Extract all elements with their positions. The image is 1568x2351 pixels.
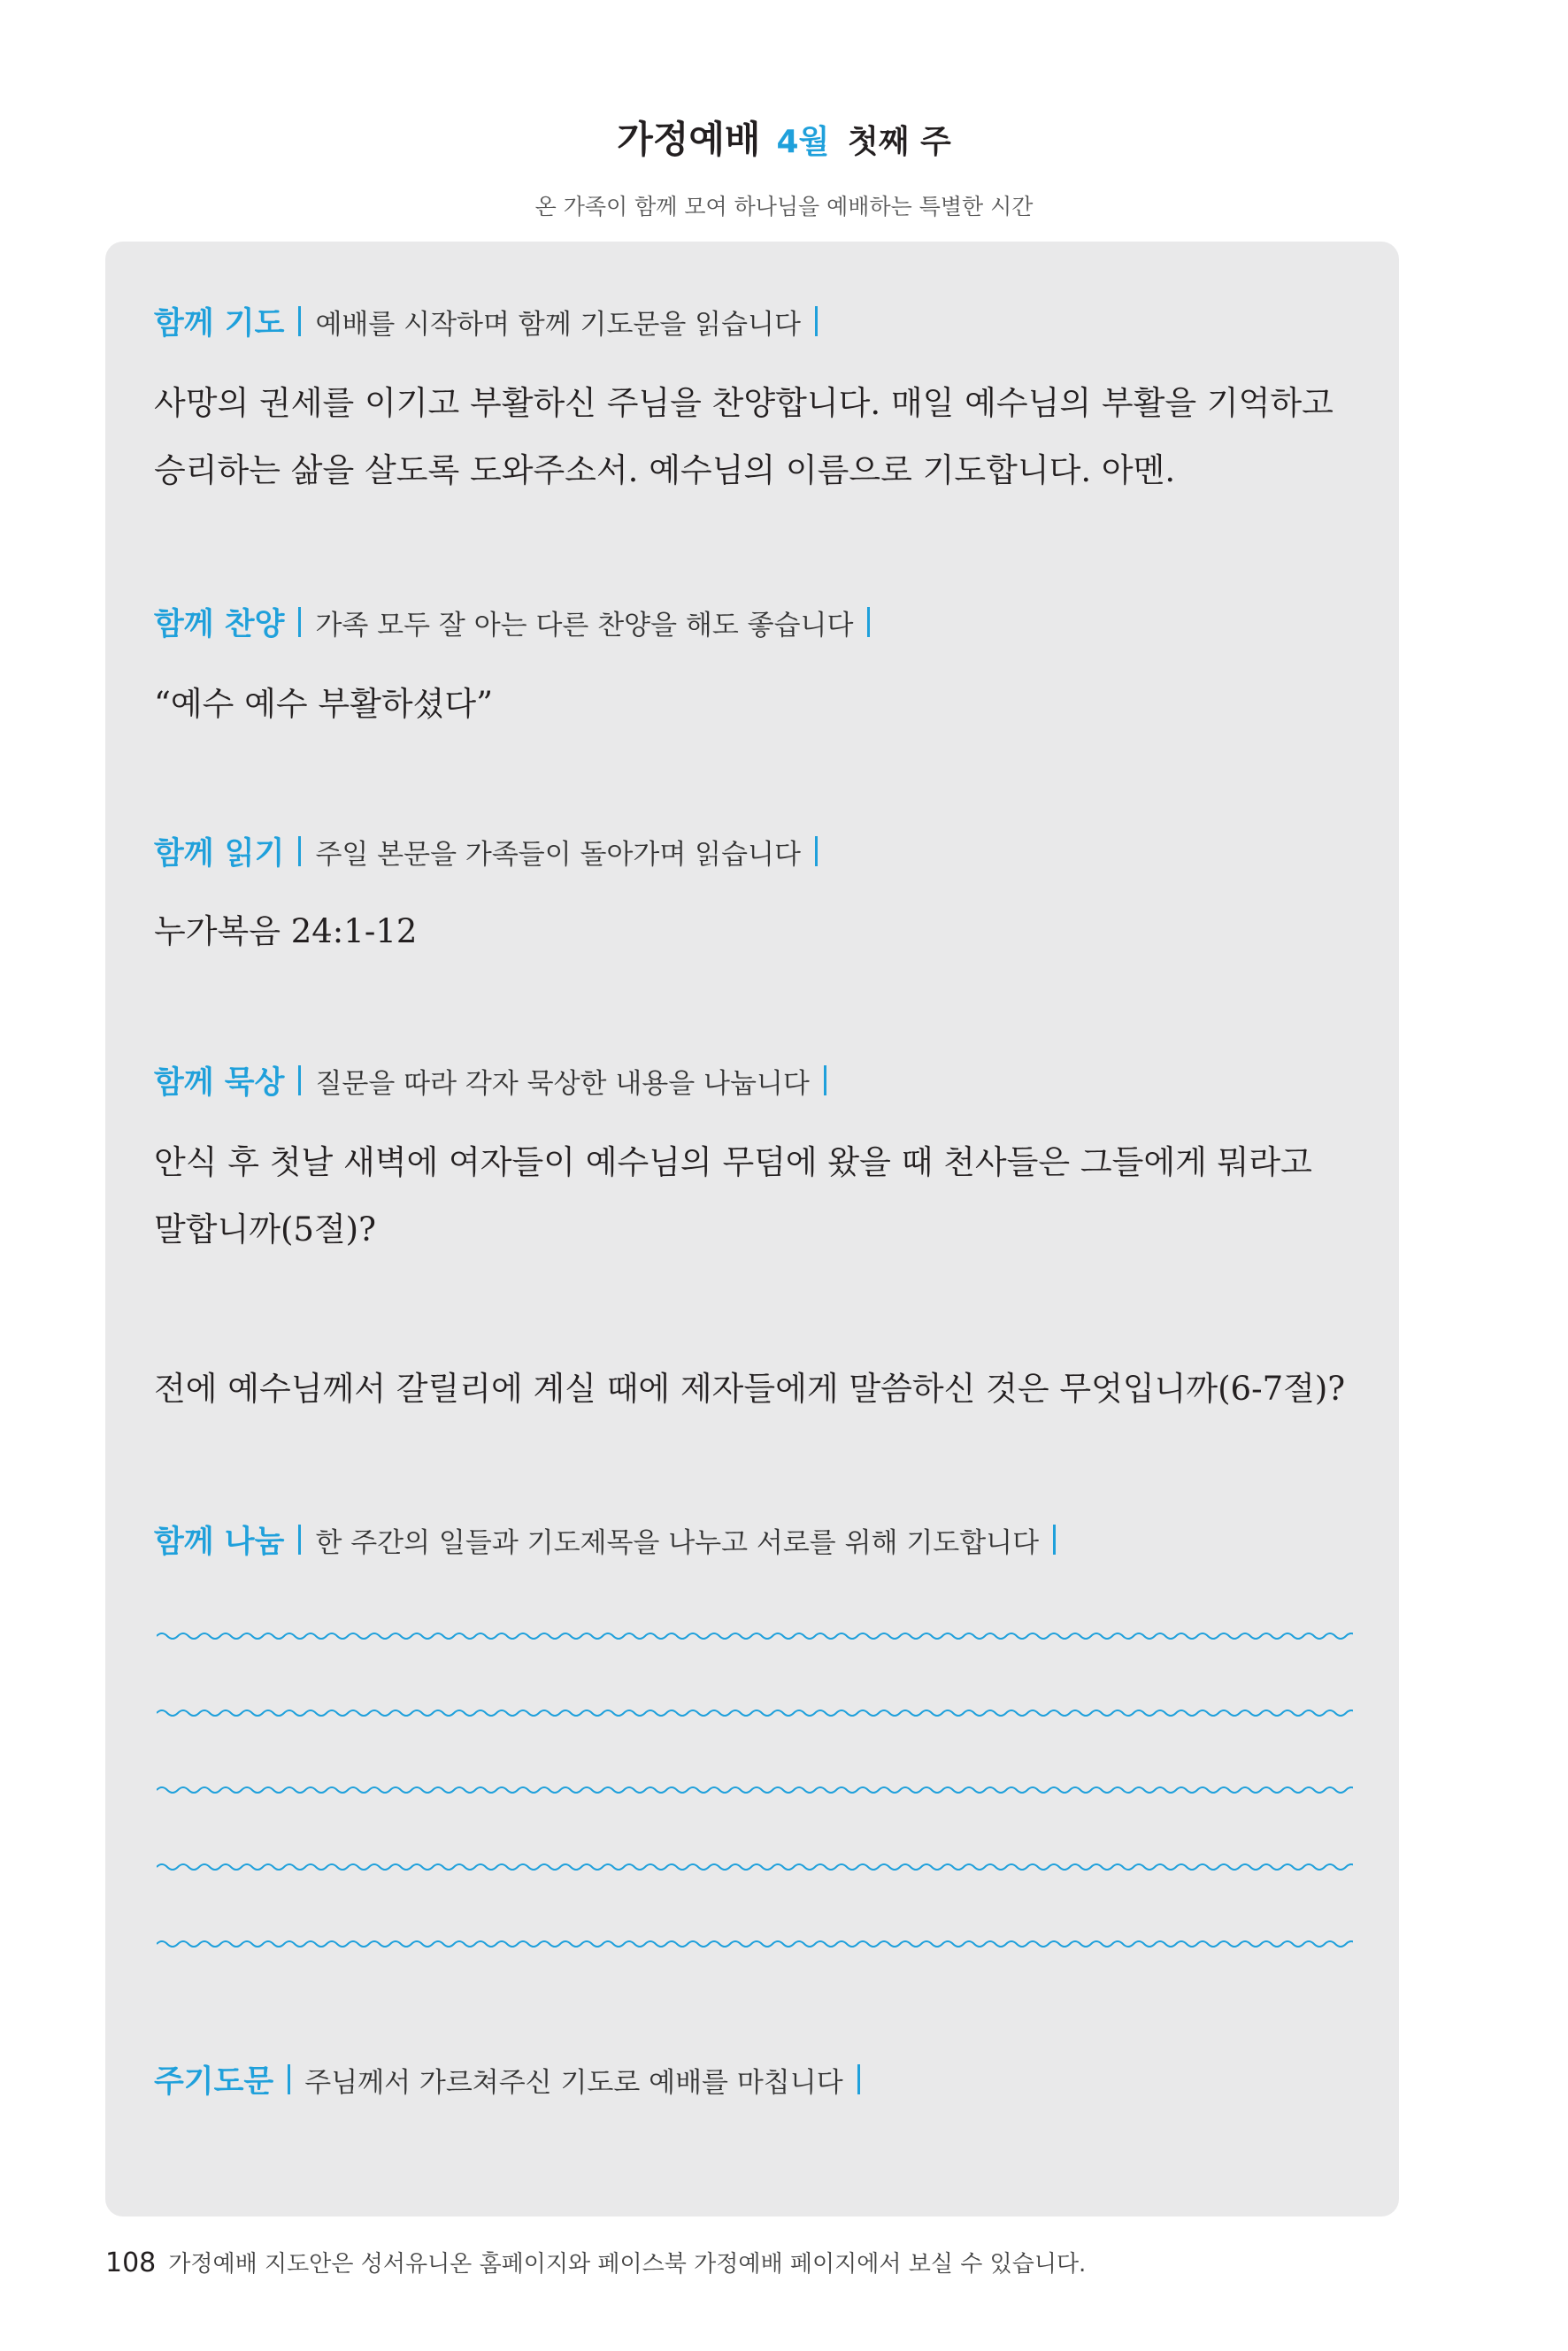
- title-month: 4월: [776, 124, 830, 160]
- worship-guide-panel: [105, 242, 1399, 2217]
- divider-bar: [288, 2064, 290, 2094]
- section-prayer-label: 함께 기도: [154, 306, 285, 342]
- section-prayer-heading: [154, 299, 832, 343]
- section-lords-prayer-label: 주기도문: [154, 2064, 274, 2100]
- section-reading-heading: [154, 829, 832, 873]
- meditation-question-1: 안식 후 첫날 새벽에 여자들이 예수님의 무덤에 왔을 때 천사들은 그들에게 뭐라고 말합니까(5절)?: [154, 1143, 1312, 1248]
- page-footer: [105, 2246, 1086, 2278]
- section-prayer-desc: 예배를 시작하며 함께 기도문을 읽습니다: [315, 308, 801, 341]
- section-praise-body: “예수 예수 부활하셨다”: [154, 685, 494, 723]
- section-meditation-label: 함께 묵상: [154, 1065, 285, 1101]
- writing-line-2[interactable]: [157, 1706, 1353, 1720]
- divider-bar: [815, 306, 818, 336]
- section-reading-label: 함께 읽기: [154, 836, 285, 872]
- section-praise-desc: 가족 모두 잘 아는 다른 찬양을 해도 좋습니다: [315, 609, 854, 642]
- section-meditation-desc: 질문을 따라 각자 묵상한 내용을 나눕니다: [315, 1067, 810, 1100]
- divider-bar: [1053, 1525, 1056, 1555]
- divider-bar: [298, 306, 301, 336]
- section-reading-body: 누가복음 24:1-12: [154, 912, 418, 950]
- writing-line-3[interactable]: [157, 1783, 1353, 1797]
- writing-line-5[interactable]: [157, 1937, 1353, 1951]
- section-sharing-label: 함께 나눔: [154, 1525, 285, 1560]
- section-lords-prayer-heading: [154, 2057, 874, 2101]
- writing-line-4[interactable]: [157, 1860, 1353, 1874]
- divider-bar: [857, 2064, 860, 2094]
- section-sharing-heading: [154, 1517, 1070, 1562]
- divider-bar: [298, 1065, 301, 1095]
- page-number: 108: [105, 2247, 157, 2278]
- section-praise-label: 함께 찬양: [154, 607, 285, 642]
- section-lords-prayer-desc: 주님께서 가르쳐주신 기도로 예배를 마칩니다: [304, 2066, 843, 2099]
- divider-bar: [815, 836, 818, 866]
- divider-bar: [824, 1065, 826, 1095]
- section-praise-heading: [154, 600, 884, 644]
- section-meditation-heading: [154, 1058, 841, 1103]
- title-week: 첫째 주: [847, 124, 951, 160]
- title-text: 가정예배: [617, 118, 761, 161]
- divider-bar: [298, 1525, 301, 1555]
- writing-line-1[interactable]: [157, 1629, 1353, 1643]
- page-title: [0, 111, 1568, 164]
- divider-bar: [298, 607, 301, 637]
- meditation-question-2: 전에 예수님께서 갈릴리에 계실 때에 제자들에게 말씀하신 것은 무엇입니까(6-7절)?: [154, 1370, 1346, 1408]
- footer-note: 가정예배 지도안은 성서유니온 홈페이지와 페이스북 가정예배 페이지에서 보실 수 있습니다.: [168, 2251, 1087, 2278]
- page-subtitle: 온 가족이 함께 모여 하나님을 예배하는 특별한 시간: [534, 194, 1034, 219]
- divider-bar: [298, 836, 301, 866]
- section-reading-desc: 주일 본문을 가족들이 돌아가며 읽습니다: [315, 838, 801, 871]
- section-prayer-body: 사망의 권세를 이기고 부활하신 주님을 찬양합니다. 매일 예수님의 부활을 기억하고 승리하는 삶을 살도록 도와주소서. 예수님의 이름으로 기도합니다. 아멘.: [154, 384, 1334, 489]
- divider-bar: [867, 607, 870, 637]
- section-sharing-desc: 한 주간의 일들과 기도제목을 나누고 서로를 위해 기도합니다: [315, 1526, 1040, 1559]
